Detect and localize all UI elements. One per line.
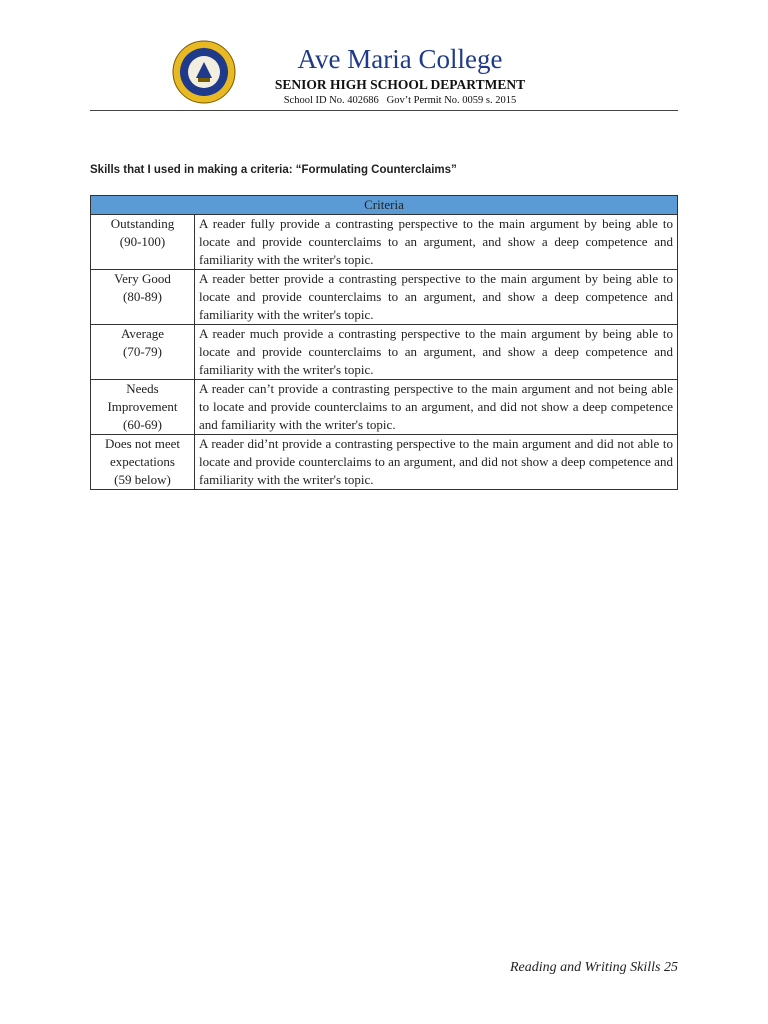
criteria-table bbox=[90, 195, 678, 490]
criteria-row bbox=[91, 325, 678, 380]
header-rule bbox=[90, 110, 678, 111]
criteria-level: Needs Improvement (60-69) bbox=[91, 380, 195, 435]
section-heading: Skills that I used in making a criteria: “Formulating Counterclaims” bbox=[90, 164, 457, 176]
criteria-description: A reader fully provide a contrasting perspective to the main argument by being able to locate and provide counterclaims to an argument, and show a deep competence and familiarity with the writer's topic. bbox=[195, 215, 678, 270]
criteria-row bbox=[91, 215, 678, 270]
criteria-level: Average (70-79) bbox=[91, 325, 195, 380]
department-name: SENIOR HIGH SCHOOL DEPARTMENT bbox=[274, 77, 526, 92]
criteria-header: Criteria bbox=[91, 196, 678, 215]
criteria-row bbox=[91, 270, 678, 325]
college-seal-logo bbox=[172, 40, 236, 104]
criteria-row bbox=[91, 380, 678, 435]
criteria-description: A reader better provide a contrasting perspective to the main argument by being able to locate and provide counterclaims to an argument, and show a deep competence and familiarity with the writer's topic. bbox=[195, 270, 678, 325]
college-name: Ave Maria College bbox=[297, 44, 503, 74]
criteria-row bbox=[91, 435, 678, 490]
page-footer: Reading and Writing Skills 25 bbox=[510, 960, 678, 975]
criteria-level: Outstanding (90-100) bbox=[91, 215, 195, 270]
criteria-description: A reader did’nt provide a contrasting perspective to the main argument and did not able to locate and provide counterclaims to an argument, and did not show a deep competence and familiarity with the writer's topic. bbox=[195, 435, 678, 490]
criteria-description: A reader much provide a contrasting perspective to the main argument by being able to locate and provide counterclaims to an argument, and show a deep competence and familiarity with the writer's topic. bbox=[195, 325, 678, 380]
criteria-level: Does not meet expectations (59 below) bbox=[91, 435, 195, 490]
letterhead bbox=[90, 38, 678, 112]
school-ids: School ID No. 402686 Gov’t Permit No. 0059 s. 2015 bbox=[283, 95, 517, 106]
criteria-level: Very Good (80-89) bbox=[91, 270, 195, 325]
criteria-description: A reader can’t provide a contrasting perspective to the main argument and not being able to locate and provide counterclaims to an argument, and did not show a deep competence and familiarity with the writer's topic. bbox=[195, 380, 678, 435]
